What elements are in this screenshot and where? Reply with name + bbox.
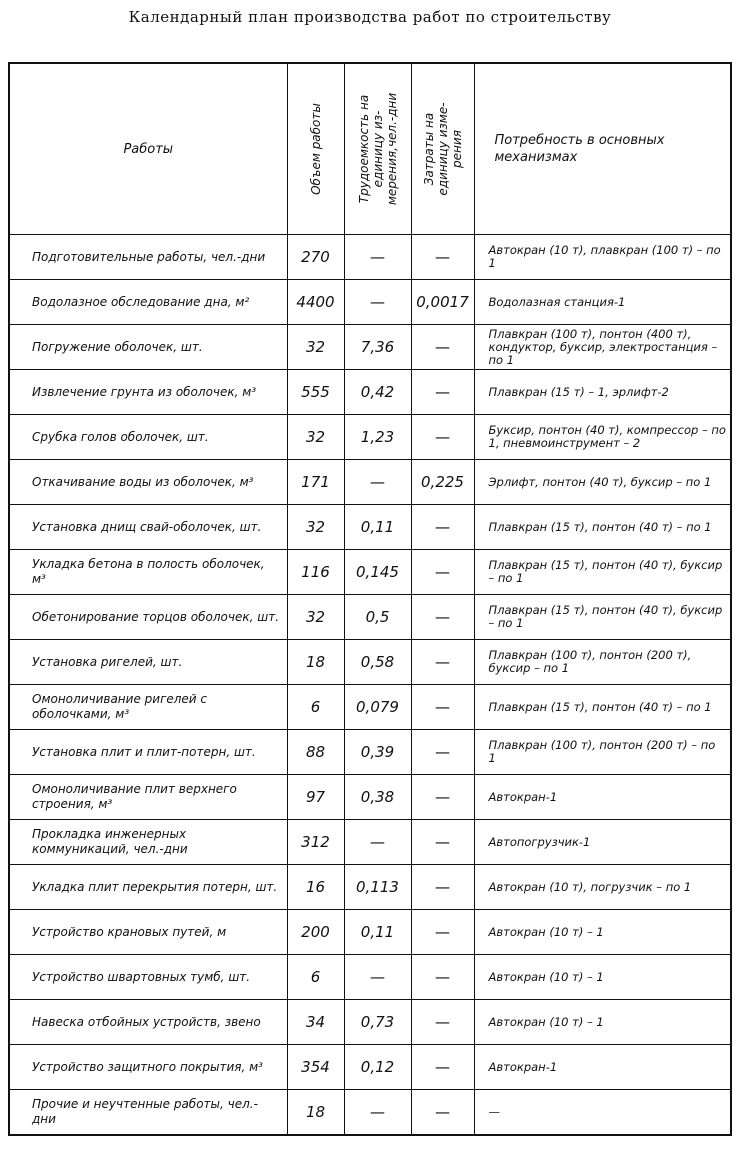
volume-cell: 32	[287, 595, 344, 640]
labor-cell: —	[344, 820, 411, 865]
work-cell: Подготовительные работы, чел.-дни	[9, 235, 287, 280]
table-row	[9, 685, 731, 730]
needs-cell: Водолазная станция-1	[474, 280, 731, 325]
labor-cell: —	[344, 460, 411, 505]
cost-cell: —	[411, 910, 474, 955]
needs-cell: Автокран (10 т), погрузчик – по 1	[474, 865, 731, 910]
header-volume-text: Объем работы	[308, 103, 323, 195]
labor-cell: 0,113	[344, 865, 411, 910]
work-cell: Омоноличивание плит верхнего строения, м³	[9, 775, 287, 820]
table-row	[9, 370, 731, 415]
work-cell: Навеска отбойных устройств, звено	[9, 1000, 287, 1045]
table-row	[9, 280, 731, 325]
volume-cell: 270	[287, 235, 344, 280]
header-row	[9, 63, 731, 235]
work-cell: Устройство крановых путей, м	[9, 910, 287, 955]
labor-cell: 0,73	[344, 1000, 411, 1045]
header-cost-text: Затраты на единицу изме-рения	[421, 102, 464, 196]
cost-cell: —	[411, 730, 474, 775]
work-cell: Обетонирование торцов оболочек, шт.	[9, 595, 287, 640]
needs-cell: Плавкран (15 т), понтон (40 т), буксир – по 1	[474, 550, 731, 595]
volume-cell: 116	[287, 550, 344, 595]
volume-cell: 6	[287, 955, 344, 1000]
header-labor	[344, 63, 411, 235]
table-row	[9, 595, 731, 640]
cost-cell: —	[411, 640, 474, 685]
needs-cell: Плавкран (100 т), понтон (400 т), кондуктор, буксир, электростанция – по 1	[474, 325, 731, 370]
cost-cell: —	[411, 775, 474, 820]
table-row	[9, 1045, 731, 1090]
needs-cell: Плавкран (15 т) – 1, эрлифт-2	[474, 370, 731, 415]
table-row	[9, 235, 731, 280]
table-row	[9, 325, 731, 370]
volume-cell: 200	[287, 910, 344, 955]
needs-cell: Плавкран (15 т), понтон (40 т), буксир – по 1	[474, 595, 731, 640]
labor-cell: 0,12	[344, 1045, 411, 1090]
cost-cell: —	[411, 1045, 474, 1090]
needs-cell: Автокран-1	[474, 775, 731, 820]
needs-cell: Плавкран (15 т), понтон (40 т) – по 1	[474, 505, 731, 550]
work-cell: Срубка голов оболочек, шт.	[9, 415, 287, 460]
work-cell: Погружение оболочек, шт.	[9, 325, 287, 370]
cost-cell: 0,0017	[411, 280, 474, 325]
work-cell: Извлечение грунта из оболочек, м³	[9, 370, 287, 415]
needs-cell: Автокран (10 т), плавкран (100 т) – по 1	[474, 235, 731, 280]
labor-cell: 0,42	[344, 370, 411, 415]
volume-cell: 555	[287, 370, 344, 415]
volume-cell: 32	[287, 325, 344, 370]
volume-cell: 32	[287, 415, 344, 460]
needs-cell: Автокран (10 т) – 1	[474, 1000, 731, 1045]
work-cell: Установка днищ свай-оболочек, шт.	[9, 505, 287, 550]
volume-cell: 312	[287, 820, 344, 865]
volume-cell: 16	[287, 865, 344, 910]
needs-cell: Автокран-1	[474, 1045, 731, 1090]
volume-cell: 18	[287, 640, 344, 685]
cost-cell: —	[411, 865, 474, 910]
table-row	[9, 1000, 731, 1045]
cost-cell: 0,225	[411, 460, 474, 505]
needs-cell: Плавкран (100 т), понтон (200 т), буксир – по 1	[474, 640, 731, 685]
labor-cell: 0,079	[344, 685, 411, 730]
cost-cell: —	[411, 1090, 474, 1136]
needs-cell: Плавкран (100 т), понтон (200 т) – по 1	[474, 730, 731, 775]
cost-cell: —	[411, 595, 474, 640]
table-row	[9, 820, 731, 865]
volume-cell: 171	[287, 460, 344, 505]
header-work: Работы	[9, 63, 287, 235]
cost-cell: —	[411, 325, 474, 370]
cost-cell: —	[411, 820, 474, 865]
cost-cell: —	[411, 1000, 474, 1045]
table-row	[9, 865, 731, 910]
work-cell: Прокладка инженерных коммуникаций, чел.-дни	[9, 820, 287, 865]
page-title: Календарный план производства работ по строительству	[128, 8, 612, 26]
needs-cell: Плавкран (15 т), понтон (40 т) – по 1	[474, 685, 731, 730]
table-row	[9, 955, 731, 1000]
schedule-table	[8, 62, 732, 1136]
needs-cell: Буксир, понтон (40 т), компрессор – по 1, пневмоинструмент – 2	[474, 415, 731, 460]
needs-cell: Эрлифт, понтон (40 т), буксир – по 1	[474, 460, 731, 505]
labor-cell: —	[344, 280, 411, 325]
work-cell: Устройство швартовных тумб, шт.	[9, 955, 287, 1000]
needs-cell: —	[474, 1090, 731, 1136]
labor-cell: —	[344, 1090, 411, 1136]
cost-cell: —	[411, 550, 474, 595]
work-cell: Укладка плит перекрытия потерн, шт.	[9, 865, 287, 910]
volume-cell: 354	[287, 1045, 344, 1090]
labor-cell: 0,38	[344, 775, 411, 820]
labor-cell: —	[344, 235, 411, 280]
labor-cell: 0,58	[344, 640, 411, 685]
labor-cell: 0,39	[344, 730, 411, 775]
labor-cell: 0,145	[344, 550, 411, 595]
work-cell: Укладка бетона в полость оболочек, м³	[9, 550, 287, 595]
work-cell: Устройство защитного покрытия, м³	[9, 1045, 287, 1090]
work-cell: Омоноличивание ригелей с оболочками, м³	[9, 685, 287, 730]
work-cell: Водолазное обследование дна, м²	[9, 280, 287, 325]
cost-cell: —	[411, 505, 474, 550]
volume-cell: 88	[287, 730, 344, 775]
table-row	[9, 775, 731, 820]
table-row	[9, 730, 731, 775]
needs-cell: Автокран (10 т) – 1	[474, 910, 731, 955]
header-needs: Потребность в основных механизмах	[474, 63, 731, 235]
labor-cell: 0,11	[344, 910, 411, 955]
table-row	[9, 415, 731, 460]
volume-cell: 97	[287, 775, 344, 820]
work-cell: Установка ригелей, шт.	[9, 640, 287, 685]
work-cell: Откачивание воды из оболочек, м³	[9, 460, 287, 505]
needs-cell: Автопогрузчик-1	[474, 820, 731, 865]
labor-cell: 0,11	[344, 505, 411, 550]
work-cell: Прочие и неучтенные работы, чел.-дни	[9, 1090, 287, 1136]
table-row	[9, 550, 731, 595]
table-row	[9, 505, 731, 550]
cost-cell: —	[411, 415, 474, 460]
header-labor-text: Трудоемкость на единицу из-мерения,чел.-дни	[356, 92, 399, 206]
labor-cell: 7,36	[344, 325, 411, 370]
table-row	[9, 460, 731, 505]
table-row	[9, 640, 731, 685]
volume-cell: 4400	[287, 280, 344, 325]
labor-cell: 1,23	[344, 415, 411, 460]
cost-cell: —	[411, 955, 474, 1000]
work-cell: Установка плит и плит-потерн, шт.	[9, 730, 287, 775]
volume-cell: 32	[287, 505, 344, 550]
needs-cell: Автокран (10 т) – 1	[474, 955, 731, 1000]
header-cost	[411, 63, 474, 235]
volume-cell: 18	[287, 1090, 344, 1136]
cost-cell: —	[411, 685, 474, 730]
table-row	[9, 910, 731, 955]
table-row	[9, 1090, 731, 1136]
labor-cell: —	[344, 955, 411, 1000]
cost-cell: —	[411, 370, 474, 415]
header-volume	[287, 63, 344, 235]
volume-cell: 34	[287, 1000, 344, 1045]
volume-cell: 6	[287, 685, 344, 730]
cost-cell: —	[411, 235, 474, 280]
labor-cell: 0,5	[344, 595, 411, 640]
